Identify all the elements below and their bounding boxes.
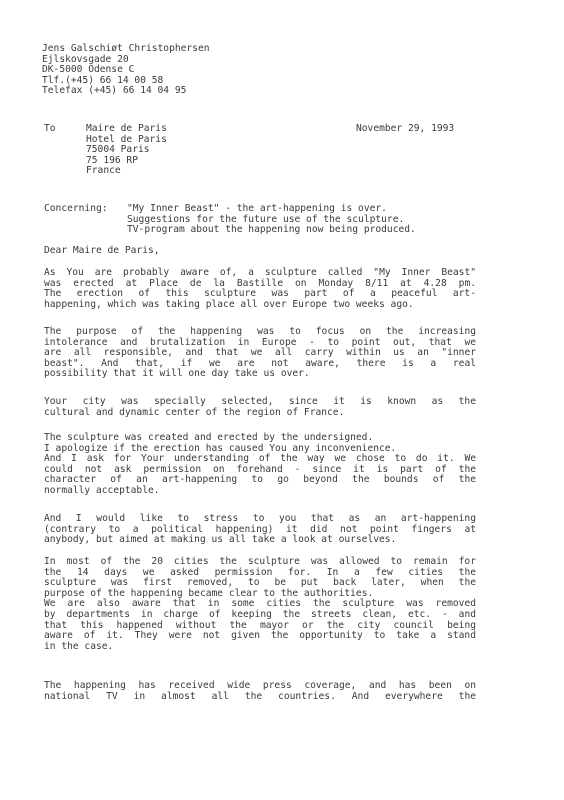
body-paragraph — [44, 557, 476, 652]
sender-name: Jens Galschiøt Christophersen — [42, 43, 210, 54]
paragraph-line: purpose of the happening became clear to the authorities. — [44, 587, 374, 599]
sender-phone: Tlf.(+45) 66 14 00 58 — [42, 74, 164, 86]
body-paragraph — [44, 514, 476, 546]
paragraph-line: As You are probably aware of, a sculpture called "My Inner Beast" — [44, 267, 476, 278]
sender-street: Ejlskovsgade 20 — [42, 53, 129, 65]
paragraph-line: The happening has received wide press coverage, and has been on — [44, 680, 476, 691]
subject-lines — [127, 204, 564, 236]
paragraph-line: possibility that it will one day take us over. — [44, 368, 310, 380]
body-paragraph — [44, 433, 476, 497]
recipient-line: Hotel de Paris — [86, 133, 167, 145]
paragraph-line: Your city was specially selected, since it is known as the — [44, 396, 476, 407]
body-paragraph — [44, 268, 476, 310]
sender-city: DK-5000 Odense C — [42, 64, 135, 76]
recipient-line: 75 196 RP — [86, 154, 138, 166]
paragraph-line: The erection of this sculpture was part of a peaceful art- — [44, 288, 476, 300]
subject-line: "My Inner Beast" - the art-happening is over. — [127, 203, 387, 214]
paragraph-line: normally acceptable. — [44, 484, 160, 496]
paragraph-line: beast". And that, if we are not aware, there is a real — [44, 357, 476, 369]
sender-fax: Telefax (+45) 66 14 04 95 — [42, 85, 187, 97]
letter-date: November 29, 1993 — [356, 123, 455, 134]
paragraph-line: national TV in almost all the countries. And everywhere the — [44, 690, 476, 702]
paragraph-line: character of an art-happening to go beyond the bounds of the — [44, 474, 476, 486]
paragraph-line: The sculpture was created and erected by the undersigned. — [44, 432, 374, 443]
paragraph-line: that this happened without the mayor or the city council being — [44, 619, 476, 631]
paragraph-line: And I would like to stress to you that as an art-happening — [44, 513, 476, 524]
paragraph-line: The purpose of the happening was to focus on the increasing — [44, 326, 476, 337]
paragraph-line: the 14 days we asked permission for. In a few cities the — [44, 566, 476, 578]
recipient-line: Maire de Paris — [86, 123, 167, 134]
body-paragraph — [44, 397, 476, 418]
subject-line: Suggestions for the future use of the sculpture. — [127, 213, 405, 225]
paragraph-line: aware of it. They were not given the opportunity to take a stand — [44, 630, 476, 642]
paragraph-line: intolerance and brutalization in Europe - to point out, that we — [44, 336, 476, 348]
recipient-line: France — [86, 165, 121, 177]
body-paragraph — [44, 327, 476, 380]
paragraph-line: And I ask for Your understanding of the way we chose to do it. We — [44, 453, 476, 465]
paragraph-line: happening, which was taking place all over Europe two weeks ago. — [44, 298, 414, 310]
paragraph-line: (contrary to a political happening) it did not point fingers at — [44, 523, 476, 535]
paragraph-line: I apologize if the erection has caused You any inconvenience. — [44, 442, 397, 454]
sender-address — [42, 44, 210, 97]
subject-line: TV-program about the happening now being produced. — [127, 224, 416, 236]
subject-label: Concerning: — [44, 203, 108, 214]
paragraph-line: was erected at Place de la Bastille on Monday 8/11 at 4.28 pm. — [44, 277, 476, 289]
paragraph-line: We are also aware that in some cities the sculpture was removed — [44, 598, 476, 610]
recipient-address — [86, 124, 167, 177]
paragraph-line: could not ask permission on forehand - since it is part of the — [44, 463, 476, 475]
paragraph-line: in the case. — [44, 640, 114, 652]
salutation: Dear Maire de Paris, — [44, 245, 160, 256]
paragraph-line: are all responsible, and that we all carry within us an "inner — [44, 347, 476, 359]
paragraph-line: anybody, but aimed at making us all take a look at ourselves. — [44, 534, 397, 546]
paragraph-line: by departments in charge of keeping the streets clean, etc. - and — [44, 608, 476, 620]
paragraph-line: In most of the 20 cities the sculpture was allowed to remain for — [44, 556, 476, 567]
paragraph-line: cultural and dynamic center of the region of France. — [44, 406, 345, 418]
body-paragraph — [44, 681, 476, 702]
recipient-line: 75004 Paris — [86, 144, 150, 156]
recipient-label: To — [44, 123, 56, 134]
paragraph-line: sculpture was first removed, to be put back later, when the — [44, 577, 476, 589]
